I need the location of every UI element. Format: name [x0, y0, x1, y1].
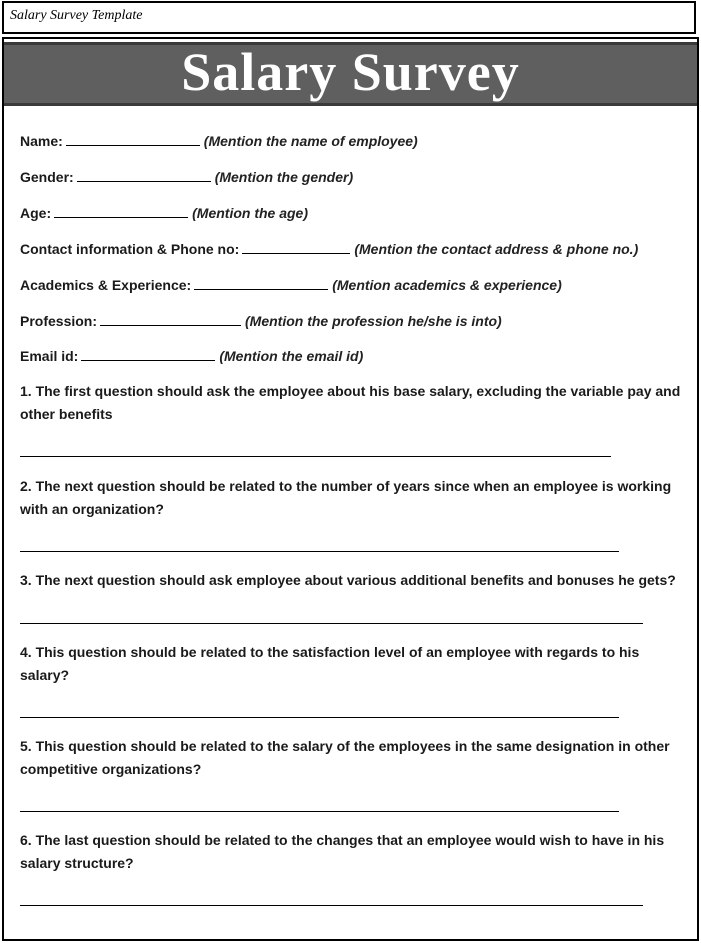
title-banner: [4, 42, 697, 106]
field-hint-profession: (Mention the profession he/she is into): [245, 313, 502, 329]
answer-line-1[interactable]: [20, 456, 611, 457]
field-hint-contact: (Mention the contact address & phone no.): [354, 241, 639, 257]
field-hint-email: (Mention the email id): [219, 348, 364, 364]
field-label-name: Name:: [20, 133, 63, 149]
answer-line-2[interactable]: [20, 551, 619, 552]
field-academics: [20, 277, 562, 293]
field-contact: [20, 241, 638, 257]
profession-blank[interactable]: [100, 313, 241, 326]
age-blank[interactable]: [54, 205, 188, 218]
contact-blank[interactable]: [242, 241, 350, 254]
question-1: 1. The first question should ask the employee about his base salary, excluding the variable pay and other benefits: [20, 383, 681, 422]
question-3: 3. The next question should ask employee about various additional benefits and bonuses he gets?: [20, 572, 676, 588]
field-name: [20, 133, 418, 149]
field-profession: [20, 313, 502, 329]
field-label-contact: Contact information & Phone no:: [20, 241, 240, 257]
answer-line-5[interactable]: [20, 811, 619, 812]
field-hint-gender: (Mention the gender): [214, 169, 354, 185]
field-label-email: Email id:: [20, 348, 79, 364]
email-blank[interactable]: [81, 348, 215, 361]
field-age: [20, 205, 308, 221]
field-hint-academics: (Mention academics & experience): [332, 277, 562, 293]
field-hint-name: (Mention the name of employee): [203, 133, 418, 149]
field-gender: [20, 169, 353, 185]
answer-line-6[interactable]: [20, 905, 643, 906]
question-6: 6. The last question should be related to the changes that an employee would wish to have in his salary structure?: [20, 832, 665, 871]
academics-blank[interactable]: [194, 277, 328, 290]
field-label-age: Age:: [20, 205, 52, 221]
field-email: [20, 348, 363, 364]
answer-line-3[interactable]: [20, 623, 643, 624]
name-blank[interactable]: [66, 133, 200, 146]
document-label-box: [2, 1, 696, 34]
question-4: 4. This question should be related to the satisfaction level of an employee with regards to his salary?: [20, 644, 640, 683]
field-hint-age: (Mention the age): [192, 205, 309, 221]
answer-line-4[interactable]: [20, 717, 619, 718]
page-title: Salary Survey: [181, 42, 520, 102]
field-label-gender: Gender:: [20, 169, 74, 185]
document-label: Salary Survey Template: [10, 8, 143, 23]
question-2: 2. The next question should be related to the number of years since when an employee is working with an organization?: [20, 478, 672, 517]
field-label-profession: Profession:: [20, 313, 98, 329]
gender-blank[interactable]: [77, 169, 211, 182]
field-label-academics: Academics & Experience:: [20, 277, 192, 293]
question-5: 5. This question should be related to the salary of the employees in the same designation in other competitive organizations?: [20, 738, 670, 777]
